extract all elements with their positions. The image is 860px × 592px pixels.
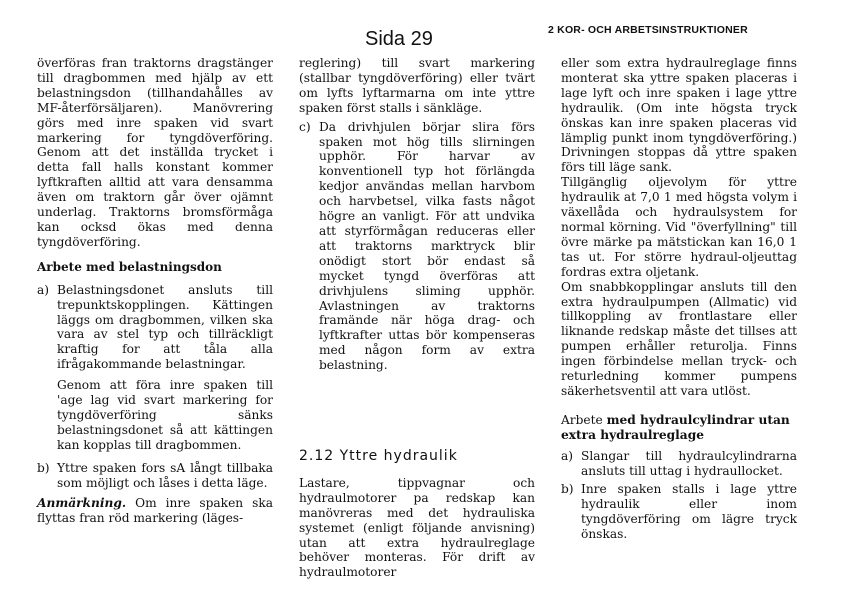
section-heading: 2.12 Yttre hydraulik: [299, 448, 458, 465]
paragraph: Om snabbkopplingar ansluts till den extra hydraulpumpen (Allmatic) vid tillkoppling av frontlastare eller liknande redskap måste det tillses att pumpen erhåller returolja. Finns ingen förbindelse mellan tryck- och returledning kommer pumpens säkerhetsventil att vara utlöst.: [561, 279, 797, 398]
paragraph: Tillgänglig oljevolym för yttre hydraulik at 7,0 1 med högsta volym i växellåda och hydraulsystem for normal körning. Vid "överfyllning" till övre märke pa mätstickan kan 16,0 1 tas ut. For större hydraul-oljeuttag fordras extra oljetank.: [561, 175, 797, 279]
chapter-heading: 2 KOR- OCH ARBETSINSTRUKTIONER: [548, 24, 748, 36]
text-column-1: [37, 56, 273, 526]
paragraph: Belastningsdonet ansluts till trepunktskopplingen. Kättingen läggs om dragbommen, vilken ska vara av stel typ och tillräckligt kraftig for att tåla alla ifrågakommande belastningar.: [57, 282, 273, 372]
paragraph: Da drivhjulen börjar slira förs spaken mot hög tills slirningen upphör. För harvar av konventionell typ hot förlängda kedjor användas mellan harvbom och harvbetsel, vilka fasts något högre an vanligt. För att undvika att styrförmågan reduceras eller att traktorns marktryck blir onödigt stort bör endast så mycket tyngd överföras att drivhjulens sliming upphör. Avlastningen av traktorns framände när höga drag- och lyftkrafter uttas bör kompenseras med någon form av extra belastning.: [319, 119, 535, 373]
list-marker: b): [37, 460, 50, 475]
list-marker: b): [561, 482, 574, 497]
note-text: Om inre spaken ska flyttas fran röd markering (läges-: [37, 496, 274, 526]
text-column-2: [299, 56, 535, 580]
page-number: Sida 29: [365, 28, 433, 50]
paragraph: Genom att föra inre spaken till 'age lag vid svart markering for tyngdöverföring sänks belastningsdonet så att kättingen kan kopplas till dragbommen.: [57, 378, 273, 452]
list-item: [561, 449, 797, 479]
paragraph: Lastare, tippvagnar och hydraulmotorer pa redskap kan manövreras med det hydrauliska systemet (enligt följande anvisning) utan att extra hydraulreglage behöver monteras. För drift av hydraulmotorer: [299, 475, 535, 580]
list-item: [299, 120, 535, 373]
heading-normal: Arbete: [561, 412, 603, 427]
paragraph: Yttre spaken fors sA långt tillbaka som möjligt och låses i detta läge.: [57, 460, 273, 490]
paragraph: överföras fran traktorns dragstänger till dragbommen med hjälp av ett belastningsdon (tillhandahålles av MF-återförsäljaren). Manövrering görs med inre spaken vid svart markering for tyngdöverföring. Genom att det inställda trycket i detta fall halls konstant kommer lyftkraften alltid att vara densamma även om traktorn går över ojämnt underlag. Traktorns bromsförmåga kan ocksd ökas med denna tyngdöverföring.: [37, 56, 273, 249]
list-marker: a): [37, 282, 50, 297]
page-header: [0, 24, 860, 54]
list-marker: a): [561, 448, 574, 463]
text-column-3: [561, 56, 797, 542]
section-heading: Arbete med belastningsdon: [37, 259, 222, 274]
note-paragraph: [37, 496, 273, 526]
list-item: [561, 482, 797, 542]
note-label: Anmärkning.: [37, 496, 127, 511]
section-heading: [561, 413, 797, 443]
list-marker: c): [299, 119, 311, 134]
list-item: [37, 461, 273, 491]
list-item: [37, 283, 273, 453]
paragraph: eller som extra hydraulreglage finns monterat ska yttre spaken placeras i lage lyft och inre spaken i lage yttre hydraulik. (Om inte högsta tryck önskas kan inre spaken placeras vid lämplig punkt inom tyngdöverföring.) Drivningen stoppas då yttre spaken förs till läge sank.: [561, 56, 797, 175]
paragraph: Slangar till hydraulcylindrarna ansluts till uttag i hydraullocket.: [581, 448, 797, 478]
heading-bold: med hydraulcylindrar utan extra hydraulreglage: [561, 412, 790, 442]
paragraph: reglering) till svart markering (stallbar tyngdöverföring) eller tvärt om lyfts lyftarmarna om inte yttre spaken först stalls i sänkläge.: [299, 56, 535, 115]
paragraph: Inre spaken stalls i lage yttre hydraulik eller inom tyngdöverföring om lägre tryck önskas.: [581, 482, 797, 542]
